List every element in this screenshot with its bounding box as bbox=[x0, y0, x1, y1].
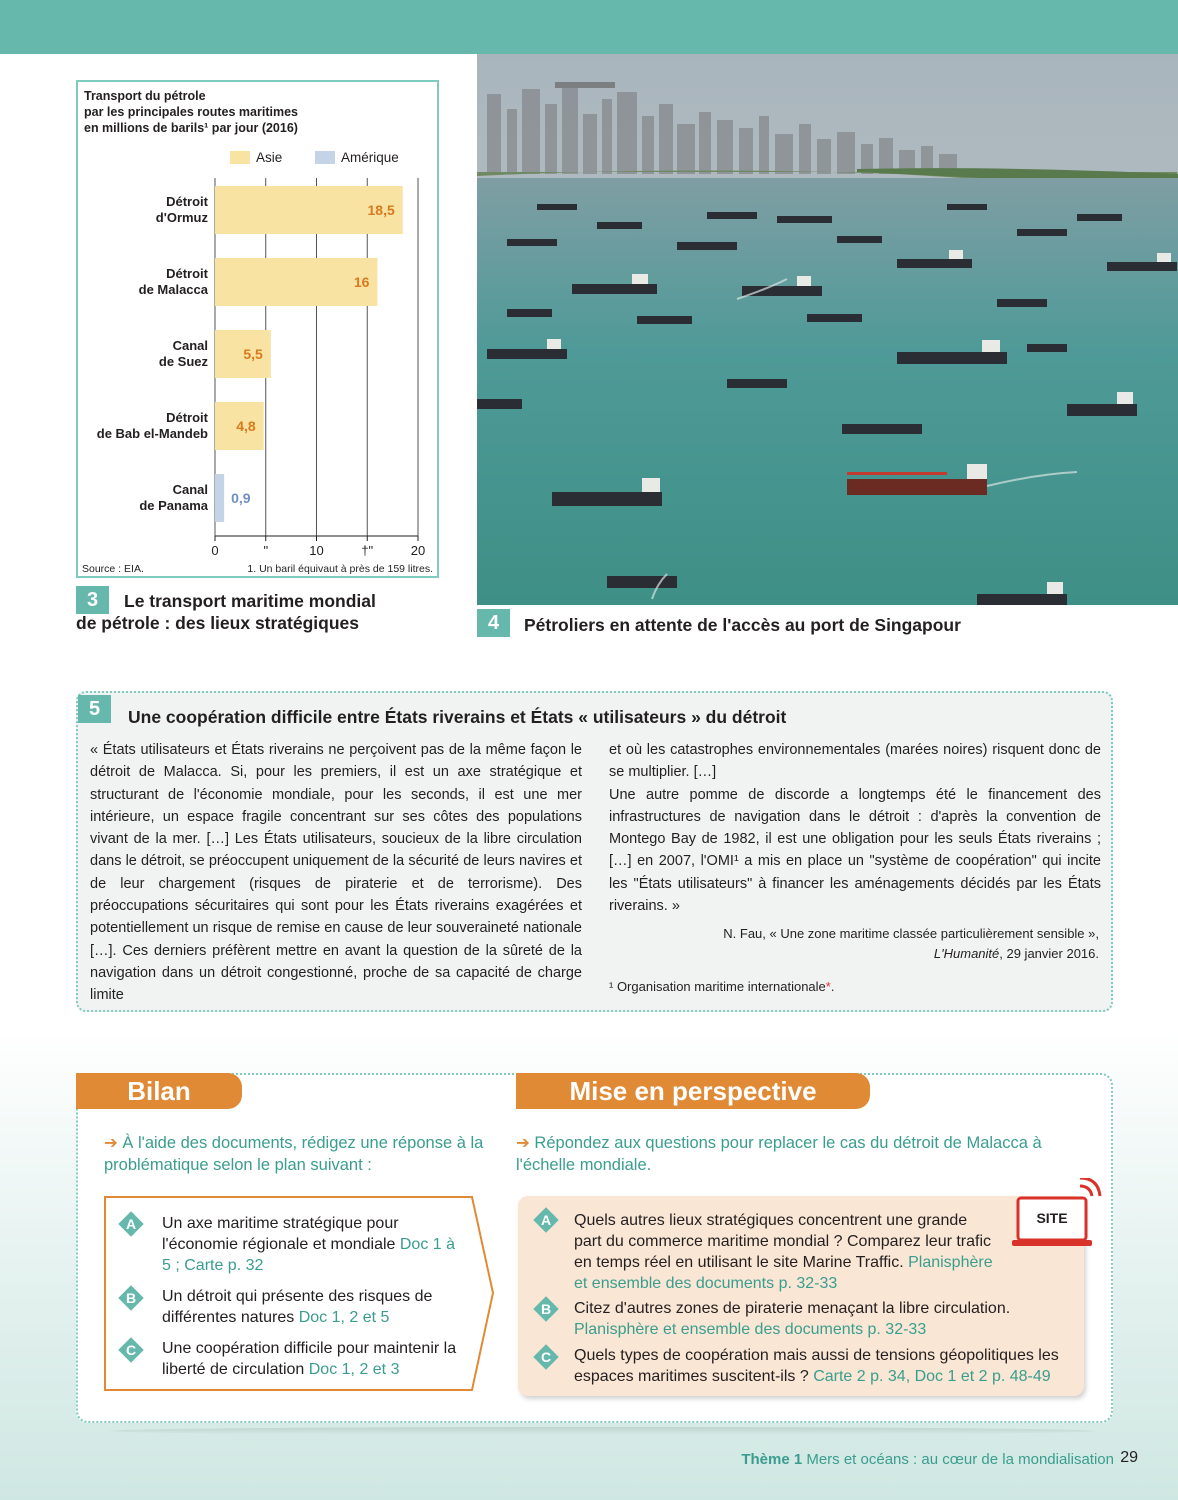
tick-label: 0 bbox=[211, 543, 219, 558]
category-label: de Bab el-Mandeb bbox=[96, 426, 208, 441]
doc5-right-column: et où les catastrophes environnementales (marées noires) risquent donc de se multiplier. […] Une autre pomme de discorde a longtemps été le financement des infrastructures de navigation dans le détroit : d'après la convention de Montego Bay de 1982, il est une obligation pour les seuls États riverains ; […] en 2007, l'OMI¹ a mis en place un "système de coopération" qui incite les "États utilisateurs" à financer les aménagements décidés par les États riverains. » bbox=[609, 742, 1101, 915]
tick-label: †" bbox=[361, 543, 374, 558]
letter-c-icon: C bbox=[533, 1344, 559, 1370]
letter-b-icon: B bbox=[533, 1296, 559, 1322]
doc-number-badge: 3 bbox=[76, 586, 109, 614]
category-label: Détroit bbox=[166, 194, 208, 209]
arrow-icon: ➔ bbox=[104, 1134, 118, 1152]
doc5-source: N. Fau, « Une zone maritime classée particulièrement sensible », L'Humanité, 29 janvier 2016. bbox=[723, 926, 1099, 961]
bar-value-label: 18,5 bbox=[367, 202, 395, 218]
tick-label: 20 bbox=[410, 543, 426, 558]
oil-transport-chart bbox=[76, 80, 439, 578]
tick-label: 10 bbox=[309, 543, 324, 558]
bar-value-label: 16 bbox=[353, 274, 370, 290]
category-label: Canal bbox=[172, 338, 208, 353]
category-label: Canal bbox=[172, 482, 208, 497]
photo-illustration bbox=[477, 54, 1178, 605]
legend-label: Amérique bbox=[341, 150, 399, 165]
doc-number-badge: 4 bbox=[477, 609, 510, 637]
chart-title: Transport du pétrole par les principales routes maritimes en millions de barils¹ par jour (2016) bbox=[84, 89, 298, 135]
legend-swatch bbox=[230, 151, 250, 164]
perspective-intro: ➔ Répondez aux questions pour replacer le cas du détroit de Malacca à l'échelle mondiale. bbox=[516, 1134, 1042, 1174]
category-label: Détroit bbox=[166, 266, 208, 281]
category-label: d'Ormuz bbox=[155, 210, 208, 225]
site-label[interactable]: SITE bbox=[1036, 1210, 1068, 1226]
category-label: Détroit bbox=[166, 410, 208, 425]
chart-footnote: 1. Un baril équivaut à près de 159 litres. bbox=[247, 563, 433, 575]
bar-value-label: 5,5 bbox=[243, 346, 263, 362]
perspective-questions-box bbox=[518, 1196, 1084, 1396]
doc4-caption: Pétroliers en attente de l'accès au port de Singapour bbox=[524, 615, 961, 635]
category-label: de Malacca bbox=[138, 282, 208, 297]
chart-source: Source : EIA. bbox=[82, 563, 144, 575]
perspective-item-c: Quels types de coopération mais aussi de tensions géopolitiques les espaces maritimes suscitent-ils ? Carte 2 p. 34, Doc 1 et 2 p. 48-49 bbox=[574, 1347, 1059, 1385]
letter-c-icon: C bbox=[118, 1337, 144, 1363]
bar bbox=[215, 474, 224, 522]
singapore-tankers-photo bbox=[477, 54, 1178, 605]
doc5-footnote: ¹ Organisation maritime internationale*. bbox=[609, 979, 835, 994]
bilan-item-b: Un détroit qui présente des risques de différentes natures Doc 1, 2 et 5 bbox=[162, 1288, 433, 1326]
frame-shadow bbox=[110, 1427, 1095, 1435]
chart-canvas bbox=[78, 82, 437, 576]
page-number: 29 bbox=[1120, 1449, 1138, 1466]
bar-value-label: 0,9 bbox=[231, 490, 251, 506]
bilan-item-c: Une coopération difficile pour maintenir la liberté de circulation Doc 1, 2 et 3 bbox=[162, 1340, 457, 1378]
legend-label: Asie bbox=[256, 150, 283, 165]
doc-number-badge: 5 bbox=[78, 695, 111, 723]
letter-b-icon: B bbox=[118, 1285, 144, 1311]
doc5-title: Une coopération difficile entre États riverains et États « utilisateurs » du détroit bbox=[128, 707, 787, 727]
perspective-tab: Mise en perspective bbox=[516, 1073, 870, 1109]
page-footer: Thème 1 Mers et océans : au cœur de la mondialisation bbox=[741, 1451, 1114, 1468]
doc5-text-box bbox=[76, 691, 1113, 1012]
top-band bbox=[0, 0, 1178, 54]
doc5-left-column: « États utilisateurs et États riverains ne perçoivent pas de la même façon le détroit de Malacca. Si, pour les premiers, il est un axe stratégique et structurant de l'économie mondiale, pour les seconds, il est une mer intérieure, un espace fragile concentrant sur ses côtes des populations vivant de la mer. […] Les États utilisateurs, soucieux de la libre circulation dans le détroit, se préoccupent uniquement de la sécurité de leurs navires et de leur chargement (risques de piraterie et de terrorisme). Des préoccupations sécuritaires qui sont pour les États riverains exagérées et potentiellement un risque de remise en cause de leur souveraineté nationale […]. Ces derniers préfèrent mettre en avant la question de la sûreté de la navigation dans un détroit congestionné, proche de sa capacité de charge limite bbox=[90, 742, 582, 1004]
bilan-plan-box bbox=[104, 1196, 494, 1391]
category-label: de Panama bbox=[139, 498, 208, 513]
legend-swatch bbox=[315, 151, 335, 164]
bar-value-label: 4,8 bbox=[236, 418, 256, 434]
bilan-intro: ➔ À l'aide des documents, rédigez une réponse à la problématique selon le plan suivant : bbox=[104, 1134, 484, 1174]
arrow-icon: ➔ bbox=[516, 1134, 530, 1152]
bilan-tab: Bilan bbox=[76, 1073, 242, 1109]
tick-label: " bbox=[263, 543, 269, 558]
bilan-item-a: Un axe maritime stratégique pour l'économie régionale et mondiale Doc 1 à 5 ; Carte p. 32 bbox=[162, 1215, 456, 1274]
perspective-item-b: Citez d'autres zones de piraterie menaçant la libre circulation. Planisphère et ensemble des documents p. 32-33 bbox=[574, 1300, 1011, 1338]
category-label: de Suez bbox=[158, 354, 208, 369]
letter-a-icon: A bbox=[533, 1207, 559, 1233]
perspective-item-a: Quels autres lieux stratégiques concentrent une grande part du commerce maritime mondial ? Comparez leur trafic en temps réel en utilisant le site Marine Traffic. Planisphère et ensemble des documents p. 32-33 bbox=[574, 1212, 993, 1292]
doc3-caption: Le transport maritime mondial de pétrole : des lieux stratégiques bbox=[76, 591, 376, 633]
letter-a-icon: A bbox=[118, 1211, 144, 1237]
